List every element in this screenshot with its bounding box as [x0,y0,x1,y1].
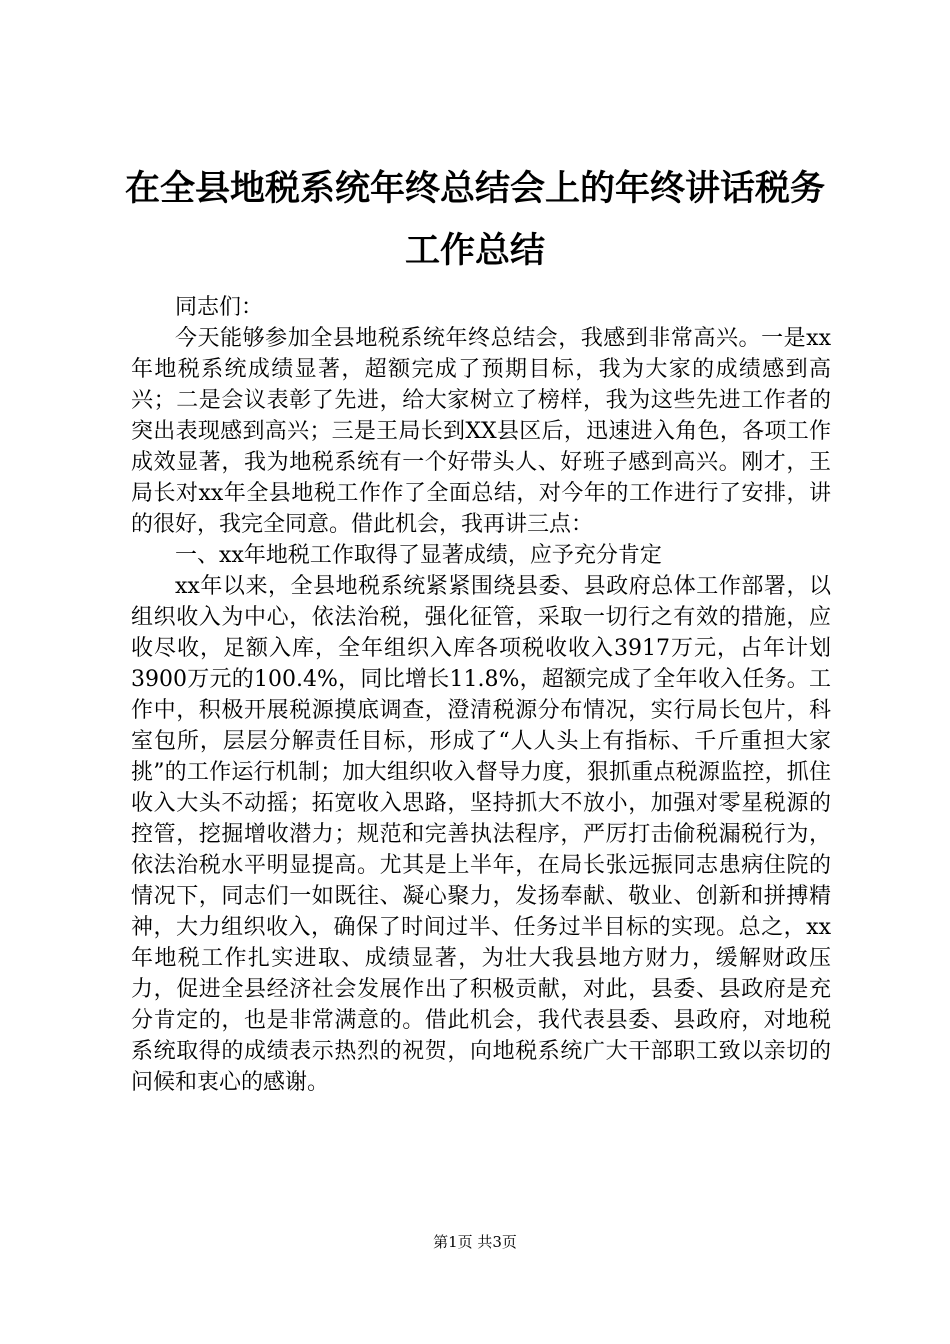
paragraph-intro: 今天能够参加全县地税系统年终总结会，我感到非常高兴。一是xx年地税系统成绩显著，超额完成了预期目标，我为大家的成绩感到高兴；二是会议表彰了先进，给大家树立了榜样，我为这些先进工作者的突出表现感到高兴；三是王局长到XX县区后，迅速进入角色，各项工作成效显著，我为地税系统有一个好带头人、好班子感到高兴。刚才，王局长对xx年全县地税工作作了全面总结，对今年的工作进行了安排，讲的很好，我完全同意。借此机会，我再讲三点： [131,326,831,537]
document-body [131,292,831,1098]
page-footer: 第1页 共3页 [433,1233,517,1251]
paragraph-achievements: xx年以来，全县地税系统紧紧围绕县委、县政府总体工作部署，以组织收入为中心，依法治税，强化征管，采取一切行之有效的措施，应收尽收，足额入库，全年组织入库各项税收收入3917万元，占年计划3900万元的100.4%，同比增长11.8%，超额完成了全年收入任务。工作中，积极开展税源摸底调查，澄清税源分布情况，实行局长包片，科室包所，层层分解责任目标，形成了“人人头上有指标、千斤重担大家挑”的工作运行机制；加大组织收入督导力度，狠抓重点税源监控，抓住收入大头不动摇；拓宽收入思路，坚持抓大不放小，加强对零星税源的控管，挖掘增收潜力；规范和完善执法程序，严厉打击偷税漏税行为，依法治税水平明显提高。尤其是上半年，在局长张远振同志患病住院的情况下，同志们一如既往、凝心聚力，发扬奉献、敬业、创新和拼搏精神，大力组织收入，确保了时间过半、任务过半目标的实现。总之，xx年地税工作扎实进取、成绩显著，为壮大我县地方财力，缓解财政压力，促进全县经济社会发展作出了积极贡献，对此，县委、县政府是充分肯定的，也是非常满意的。借此机会，我代表县委、县政府，对地税系统取得的成绩表示热烈的祝贺，向地税系统广大干部职工致以亲切的问候和衷心的感谢。 [131,574,831,1095]
document-title: 在全县地税系统年终总结会上的年终讲话税务工作总结 [124,168,825,271]
salutation: 同志们： [175,295,264,320]
section-heading-1: 一、xx年地税工作取得了显著成绩，应予充分肯定 [175,543,662,568]
